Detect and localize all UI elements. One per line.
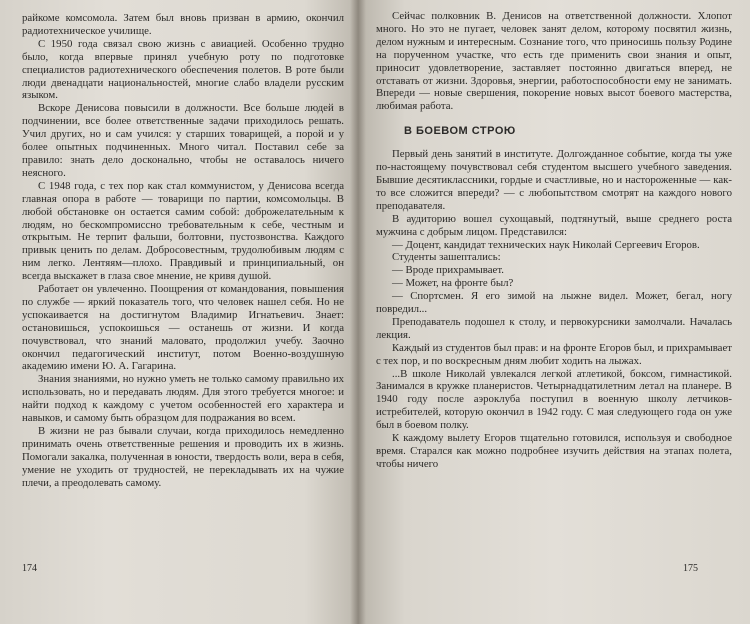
dialogue-line: — Доцент, кандидат технических наук Николай Сергеевич Егоров. [392,238,700,251]
paragraph: ...В школе Николай увлекался легкой атлетикой, боксом, гимнастикой. Занимался в кружке планеристов. Четырнадцатилетним летал на планере. В 1940 году после аэроклуба поступил в военную школу летчиков-истребителей, которую окончил в 1942 году. С мая следующего года он уже был в боевом полку. [376,367,732,432]
paragraph: В жизни не раз бывали случаи, когда приходилось немедленно принимать очень ответственные решения и проводить их в жизнь. Помогали закалка, полученная в юности, твердость воли, вера в себя, умение не уходить от трудностей, не перекладывать их на чужие плечи, а преодолевать самому. [22,425,344,489]
paragraph: Сейчас полковник В. Денисов на ответственной должности. Хлопот много. Но это не пугает, человек занят делом, которому посвятил жизнь, делом нужным и интересным. Сознание того, что приносишь пользу Родине на порученном участке, что есть где применить свои знания и опыт, приносит удовлетворение, заставляет постоянно двигаться вперед, не отставать от жизни. Здоровья, энергии, работоспособности ему не занимать. Впереди — новые свершения, покорение новых высот боевого мастерства, любимая работа. [376,10,732,113]
book-gutter [350,0,366,624]
paragraph: райкоме комсомола. Затем был вновь призван в армию, окончил радиотехническое училище. [22,12,344,37]
dialogue-line: — Может, на фронте был? [392,277,514,290]
right-page [358,0,750,624]
paragraph: В аудиторию вошел сухощавый, подтянутый, выше среднего роста мужчина с добрым лицом. Представился: [376,212,732,238]
paragraph: Студенты зашептались: [392,251,501,264]
left-page-text [22,12,344,490]
paragraph: Знания знаниями, но нужно уметь не только самому правильно их использовать, но и передавать людям. Для этого требуется многое: и найти подход к каждому с учетом особенностей его характера и навыков, и самому быть образцом для подражания во всем. [22,373,344,425]
left-page [0,0,358,624]
paragraph: Преподаватель подошел к столу, и первокурсники замолчали. Началась лекция. [376,315,732,341]
paragraph: С 1950 года связал свою жизнь с авиацией. Особенно трудно было, когда впервые принял учебную роту по подготовке специалистов радиотехнического обеспечения полетов. В роте были люди двенадцати национальностей, многие слабо владели русским языком. [22,37,344,102]
paragraph: Каждый из студентов был прав: и на фронте Егоров был, и прихрамывает с тех пор, и по воскресным дням любит ходить на лыжах. [376,341,732,367]
dialogue-line: — Вроде прихрамывает. [392,264,504,277]
paragraph: Вскоре Денисова повысили в должности. Все больше людей в подчинении, все более ответственные задачи приходилось решать. Учил других, но и сам учился: у старших товарищей, а порой и у более опытных подчиненных. Много читал. Поставил себе за правило: знать дело досконально, чтобы не оставалось ничего неясного. [22,102,344,179]
paragraph: Работает он увлеченно. Поощрения от командования, повышения по службе — яркий показатель того, что человек нашел себя. Но не успокаивается на достигнутом Владимир Игнатьевич. Знает: остановишься, успокоишься — останешь от жизни. И когда почувствовал, что знаний маловато, продолжил учебу. Заочно окончил педагогический институт, потом Военно-воздушную академию имени Ю. А. Гагарина. [22,283,344,373]
page-number-right: 175 [683,563,698,574]
page-number-left: 174 [22,563,37,574]
dialogue-line: — Спортсмен. Я его зимой на лыжне видел. Может, бегал, ногу повредил... [376,290,732,316]
chapter-heading: В БОЕВОМ СТРОЮ [404,125,516,138]
paragraph: К каждому вылету Егоров тщательно готовился, используя и свободное время. Старался как можно подробнее изучить действия на этапах полета, чтобы ничего [376,432,732,470]
paragraph: С 1948 года, с тех пор как стал коммунистом, у Денисова всегда главная опора в работе — товарищи по партии, комсомольцы. В любой обстановке он остается самим собой: доброжелательным к людям, но бескомпромиссно требовательным к себе, честным и открытым. Не терпит фальши, болтовни, пустозвонства. Каждого привык ценить по делам. Добросовестным, трудолюбивым людям с ним легко. Лентяям—плохо. Правдивый и принципиальный, он всегда выскажет в глаза свое мнение, не кривя душой. [22,179,344,283]
paragraph: Первый день занятий в институте. Долгожданное событие, когда ты уже по-настоящему почувствовал себя студентом высшего учебного заведения. Бывшие десятиклассники, гордые и счастливые, но и настороженные — как-то все сложится впереди? — с любопытством смотрят на каждого нового преподавателя. [376,148,732,212]
right-page-text [376,10,732,471]
